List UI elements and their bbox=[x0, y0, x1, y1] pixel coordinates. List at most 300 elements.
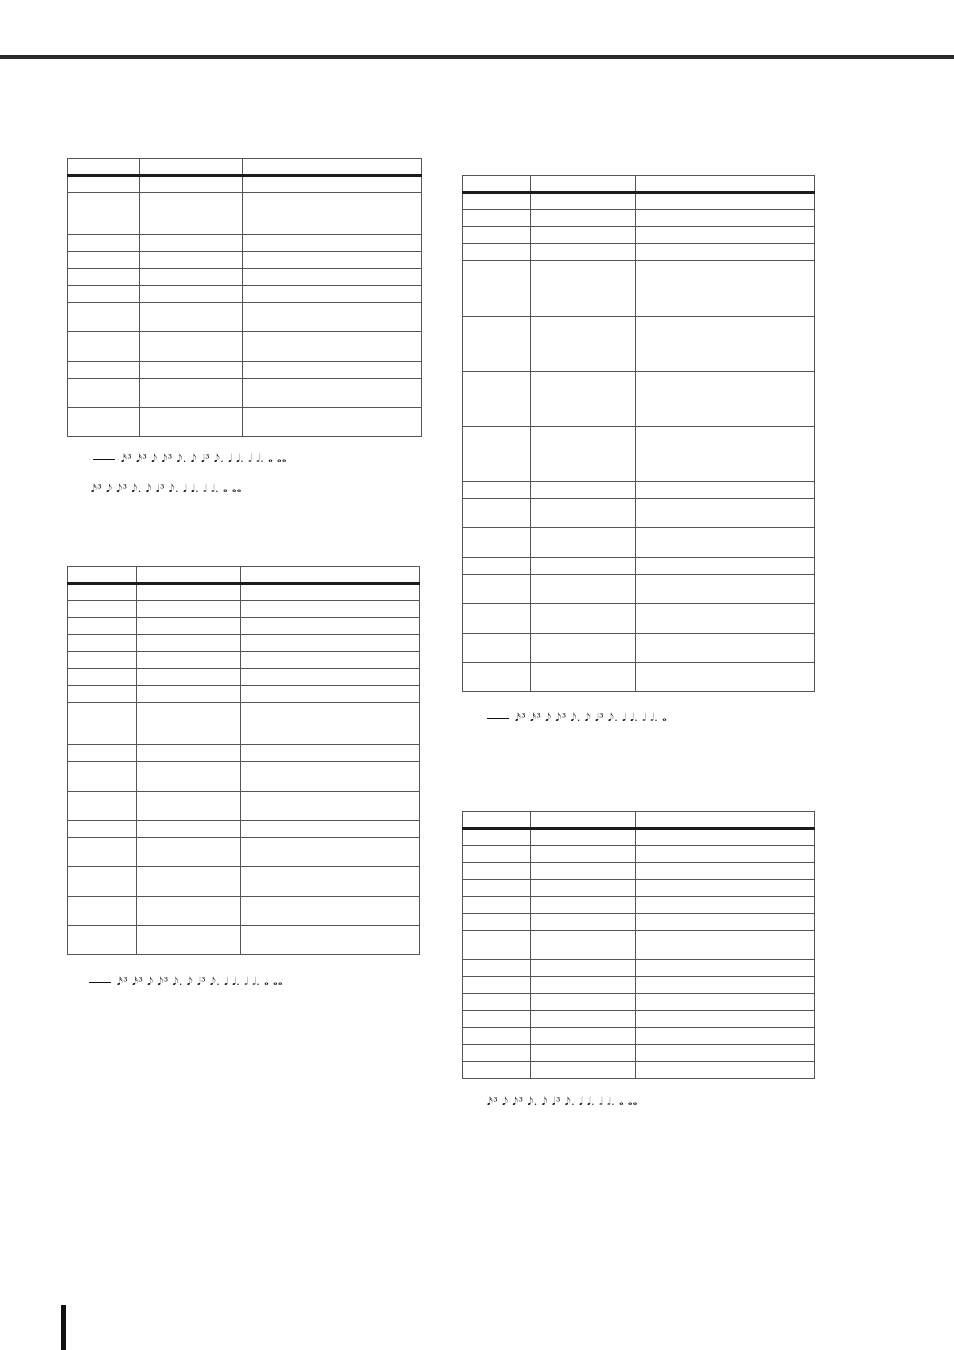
table-cell bbox=[137, 652, 241, 669]
table-cell bbox=[241, 584, 420, 601]
table-cell bbox=[636, 960, 815, 977]
table-row bbox=[463, 897, 815, 914]
table-cell bbox=[68, 584, 137, 601]
note-glyph: 𝅘𝅥 bbox=[622, 711, 627, 724]
header-cell bbox=[636, 176, 815, 193]
table-cell bbox=[140, 303, 243, 332]
table-cell bbox=[241, 745, 420, 762]
table-cell bbox=[531, 261, 636, 317]
note-glyph: 𝅗𝅥 bbox=[203, 482, 208, 495]
table-cell bbox=[636, 663, 815, 692]
table-cell bbox=[243, 332, 422, 362]
table-cell bbox=[463, 1011, 531, 1028]
table-cell bbox=[243, 362, 422, 379]
table-cell bbox=[68, 408, 140, 437]
note-glyph: 𝅘𝅥 bbox=[183, 482, 188, 495]
table-cell bbox=[636, 863, 815, 880]
table-cell bbox=[531, 663, 636, 692]
table-cell bbox=[137, 926, 241, 955]
table-row bbox=[463, 977, 815, 994]
table-cell bbox=[137, 686, 241, 703]
table-cell bbox=[68, 669, 137, 686]
table-cell bbox=[636, 977, 815, 994]
note-glyph: 𝅘𝅥𝅮³ bbox=[157, 975, 169, 988]
table-cell bbox=[241, 867, 420, 897]
table-row bbox=[463, 317, 815, 372]
table-cell bbox=[68, 652, 137, 669]
note-value-row bbox=[487, 711, 671, 725]
table-row bbox=[68, 379, 422, 408]
table-cell bbox=[463, 880, 531, 897]
table-row bbox=[463, 210, 815, 227]
table-cell bbox=[531, 575, 636, 604]
table-row bbox=[68, 635, 420, 652]
table-cell bbox=[636, 914, 815, 931]
table-row bbox=[68, 897, 420, 926]
table-cell bbox=[531, 977, 636, 994]
table-cell bbox=[463, 558, 531, 575]
table-cell bbox=[241, 601, 420, 618]
table-row bbox=[68, 193, 422, 235]
table-cell bbox=[463, 210, 531, 227]
table-cell bbox=[243, 269, 422, 286]
note-glyph: 𝅘𝅥𝅮³ bbox=[555, 711, 567, 724]
table-cell bbox=[137, 745, 241, 762]
note-glyph: 𝅘𝅥𝅯³ bbox=[117, 975, 129, 988]
table-cell bbox=[241, 669, 420, 686]
table-cell bbox=[531, 863, 636, 880]
table-row bbox=[463, 846, 815, 863]
table-cell bbox=[463, 1062, 531, 1079]
note-glyph: 𝅘𝅥𝅮. bbox=[176, 452, 187, 465]
table-cell bbox=[636, 558, 815, 575]
table-cell bbox=[531, 829, 636, 846]
note-value-row bbox=[89, 975, 287, 989]
note-glyph: 𝅘𝅥𝅯³ bbox=[530, 711, 542, 724]
table-row bbox=[463, 1028, 815, 1045]
note-glyph: 𝅗𝅥. bbox=[256, 452, 265, 465]
table-row bbox=[463, 863, 815, 880]
table-row bbox=[463, 372, 815, 427]
table-cell bbox=[531, 1011, 636, 1028]
table-cell bbox=[531, 210, 636, 227]
note-glyph: 𝅗𝅥 bbox=[248, 452, 253, 465]
table-cell bbox=[636, 227, 815, 244]
note-value-row bbox=[91, 482, 246, 496]
table-row bbox=[68, 584, 420, 601]
table-cell bbox=[463, 193, 531, 210]
table-cell bbox=[636, 528, 815, 558]
note-glyph: 𝅝𝅝 bbox=[627, 1095, 638, 1108]
table-cell bbox=[68, 867, 137, 897]
table-cell bbox=[531, 604, 636, 634]
table-cell bbox=[140, 408, 243, 437]
table-cell bbox=[463, 960, 531, 977]
note-glyph: 𝅗𝅥. bbox=[252, 975, 261, 988]
table-cell bbox=[463, 372, 531, 427]
table-cell bbox=[531, 1045, 636, 1062]
table-row bbox=[463, 1045, 815, 1062]
table-cell bbox=[531, 1062, 636, 1079]
parameter-table-2 bbox=[67, 566, 420, 955]
table-cell bbox=[243, 286, 422, 303]
note-glyph: 𝅘𝅥𝅮 bbox=[147, 975, 154, 988]
note-glyph: 𝅘𝅥𝅯³ bbox=[487, 1095, 499, 1108]
table-cell bbox=[137, 703, 241, 745]
note-glyph: 𝅘𝅥𝅯³ bbox=[121, 452, 133, 465]
table-cell bbox=[137, 821, 241, 838]
table-cell bbox=[241, 635, 420, 652]
table-cell bbox=[531, 558, 636, 575]
table-cell bbox=[463, 499, 531, 528]
table-header-row bbox=[463, 176, 815, 193]
table-cell bbox=[531, 897, 636, 914]
table-cell bbox=[140, 286, 243, 303]
note-glyph: 𝅘𝅥𝅮³ bbox=[512, 1095, 524, 1108]
note-glyph: 𝅗𝅥. bbox=[607, 1095, 616, 1108]
header-cell bbox=[636, 812, 815, 829]
table-cell bbox=[531, 499, 636, 528]
note-glyph: 𝅘𝅥𝅯³ bbox=[132, 975, 144, 988]
table-row bbox=[463, 931, 815, 960]
note-glyph: 𝅘𝅥𝅮 bbox=[190, 452, 198, 465]
table-cell bbox=[463, 575, 531, 604]
parameter-table-4 bbox=[462, 811, 815, 1079]
table-cell bbox=[243, 176, 422, 193]
table-cell bbox=[243, 408, 422, 437]
note-glyph: 𝅘𝅥. bbox=[236, 452, 245, 465]
header-cell bbox=[68, 159, 140, 176]
header-cell bbox=[137, 567, 241, 584]
table-row bbox=[463, 227, 815, 244]
header-cell bbox=[463, 176, 531, 193]
table-row bbox=[463, 960, 815, 977]
table-row bbox=[68, 745, 420, 762]
note-glyph: 𝅘𝅥𝅮. bbox=[564, 1095, 576, 1108]
table-cell bbox=[241, 897, 420, 926]
table-cell bbox=[531, 528, 636, 558]
table-cell bbox=[140, 176, 243, 193]
table-cell bbox=[636, 994, 815, 1011]
table-cell bbox=[241, 762, 420, 792]
table-cell bbox=[243, 303, 422, 332]
table-cell bbox=[531, 244, 636, 261]
table-row bbox=[463, 575, 815, 604]
note-glyph: 𝅘𝅥 bbox=[579, 1095, 584, 1108]
table-row bbox=[68, 762, 420, 792]
table-row bbox=[68, 332, 422, 362]
table-cell bbox=[463, 1045, 531, 1062]
table-cell bbox=[531, 634, 636, 663]
table-cell bbox=[531, 427, 636, 482]
table-cell bbox=[137, 792, 241, 821]
note-glyph: 𝅝 bbox=[619, 1095, 624, 1108]
table-cell bbox=[531, 931, 636, 960]
table-cell bbox=[68, 745, 137, 762]
table-cell bbox=[636, 897, 815, 914]
table-row bbox=[68, 686, 420, 703]
note-glyph: 𝅗𝅥 bbox=[599, 1095, 604, 1108]
table-cell bbox=[463, 977, 531, 994]
table-cell bbox=[241, 792, 420, 821]
header-cell bbox=[463, 812, 531, 829]
table-row bbox=[463, 914, 815, 931]
table-cell bbox=[463, 829, 531, 846]
table-cell bbox=[68, 269, 140, 286]
table-row bbox=[68, 252, 422, 269]
table-cell bbox=[531, 193, 636, 210]
note-glyph: 𝅘𝅥𝅮 bbox=[541, 1095, 548, 1108]
note-glyph: 𝅘𝅥. bbox=[630, 711, 639, 724]
table-cell bbox=[68, 601, 137, 618]
note-glyph: 𝅘𝅥³ bbox=[155, 482, 165, 495]
table-cell bbox=[636, 482, 815, 499]
table-cell bbox=[636, 244, 815, 261]
note-glyph: 𝅘𝅥. bbox=[587, 1095, 596, 1108]
note-glyph: 𝅘𝅥𝅮 bbox=[151, 452, 158, 465]
table-row bbox=[463, 499, 815, 528]
table-cell bbox=[241, 838, 420, 867]
table-cell bbox=[140, 235, 243, 252]
table-cell bbox=[241, 926, 420, 955]
note-glyph: 𝅗𝅥. bbox=[650, 711, 659, 724]
table-cell bbox=[636, 846, 815, 863]
note-value-row bbox=[487, 1095, 642, 1109]
table-cell bbox=[636, 829, 815, 846]
table-cell bbox=[137, 635, 241, 652]
header-cell bbox=[531, 812, 636, 829]
table-cell bbox=[463, 994, 531, 1011]
table-cell bbox=[636, 634, 815, 663]
note-glyph: 𝅘𝅥𝅮. bbox=[214, 452, 225, 465]
table-cell bbox=[636, 317, 815, 372]
table-row bbox=[463, 482, 815, 499]
table-cell bbox=[463, 846, 531, 863]
table-cell bbox=[68, 235, 140, 252]
header-rule bbox=[0, 55, 954, 59]
table-row bbox=[463, 1011, 815, 1028]
table-row bbox=[68, 703, 420, 745]
note-glyph: 𝅘𝅥𝅮. bbox=[527, 1095, 538, 1108]
table-cell bbox=[137, 584, 241, 601]
table-cell bbox=[137, 762, 241, 792]
table-cell bbox=[68, 618, 137, 635]
table-cell bbox=[68, 686, 137, 703]
table-cell bbox=[241, 618, 420, 635]
table-cell bbox=[636, 1062, 815, 1079]
note-glyph: 𝅘𝅥𝅮³ bbox=[116, 482, 128, 495]
header-cell bbox=[531, 176, 636, 193]
table-cell bbox=[140, 269, 243, 286]
dash-symbol bbox=[93, 459, 115, 460]
table-row bbox=[68, 669, 420, 686]
table-cell bbox=[243, 235, 422, 252]
note-glyph: 𝅗𝅥 bbox=[642, 711, 647, 724]
table-row bbox=[463, 880, 815, 897]
note-glyph: 𝅘𝅥𝅯³ bbox=[515, 711, 527, 724]
table-cell bbox=[68, 703, 137, 745]
table-cell bbox=[243, 193, 422, 235]
table-cell bbox=[531, 914, 636, 931]
table-row bbox=[68, 926, 420, 955]
table-row bbox=[68, 303, 422, 332]
table-cell bbox=[463, 1028, 531, 1045]
note-glyph: 𝅘𝅥 bbox=[228, 452, 233, 465]
table-header-row bbox=[463, 812, 815, 829]
header-cell bbox=[68, 567, 137, 584]
table-row bbox=[68, 618, 420, 635]
table-cell bbox=[531, 227, 636, 244]
table-cell bbox=[241, 703, 420, 745]
note-glyph: 𝅝 bbox=[264, 975, 270, 988]
table-cell bbox=[68, 838, 137, 867]
table-cell bbox=[68, 897, 137, 926]
table-row bbox=[68, 176, 422, 193]
page-margin-bar bbox=[61, 1305, 66, 1350]
table-cell bbox=[140, 379, 243, 408]
note-glyph: 𝅘𝅥𝅮³ bbox=[161, 452, 173, 465]
table-row bbox=[463, 634, 815, 663]
table-row bbox=[68, 792, 420, 821]
table-cell bbox=[636, 210, 815, 227]
parameter-table-3 bbox=[462, 175, 815, 692]
table-row bbox=[463, 558, 815, 575]
table-header-row bbox=[68, 159, 422, 176]
table-row bbox=[68, 821, 420, 838]
note-glyph: 𝅘𝅥𝅯³ bbox=[91, 482, 103, 495]
table-row bbox=[463, 829, 815, 846]
table-cell bbox=[137, 838, 241, 867]
table-cell bbox=[463, 604, 531, 634]
note-glyph: 𝅘𝅥𝅮 bbox=[545, 711, 552, 724]
table-cell bbox=[68, 635, 137, 652]
table-cell bbox=[137, 618, 241, 635]
table-cell bbox=[531, 960, 636, 977]
parameter-table-1 bbox=[67, 158, 422, 437]
note-glyph: 𝅘𝅥𝅮 bbox=[186, 975, 194, 988]
table-cell bbox=[531, 994, 636, 1011]
table-cell bbox=[137, 669, 241, 686]
table-header-row bbox=[68, 567, 420, 584]
header-cell bbox=[243, 159, 422, 176]
table-cell bbox=[531, 1028, 636, 1045]
table-cell bbox=[68, 303, 140, 332]
table-row bbox=[463, 994, 815, 1011]
table-cell bbox=[531, 317, 636, 372]
table-cell bbox=[636, 261, 815, 317]
table-cell bbox=[531, 846, 636, 863]
table-row bbox=[68, 601, 420, 618]
table-row bbox=[463, 663, 815, 692]
table-cell bbox=[241, 686, 420, 703]
note-glyph: 𝅘𝅥. bbox=[232, 975, 241, 988]
note-glyph: 𝅘𝅥³ bbox=[197, 975, 207, 988]
table-cell bbox=[68, 379, 140, 408]
header-cell bbox=[241, 567, 420, 584]
table-cell bbox=[241, 821, 420, 838]
table-cell bbox=[636, 427, 815, 482]
table-cell bbox=[68, 362, 140, 379]
table-cell bbox=[636, 931, 815, 960]
dash-symbol bbox=[89, 982, 111, 983]
table-cell bbox=[68, 193, 140, 235]
note-glyph: 𝅝 bbox=[268, 452, 274, 465]
note-glyph: 𝅘𝅥 bbox=[224, 975, 229, 988]
note-glyph: 𝅘𝅥³ bbox=[201, 452, 211, 465]
dash-symbol bbox=[487, 718, 509, 719]
table-cell bbox=[140, 362, 243, 379]
note-glyph: 𝅝 bbox=[662, 711, 668, 724]
table-cell bbox=[636, 880, 815, 897]
table-row bbox=[68, 652, 420, 669]
note-glyph: 𝅘𝅥𝅮. bbox=[608, 711, 619, 724]
table-cell bbox=[137, 867, 241, 897]
note-glyph: 𝅘𝅥𝅮 bbox=[106, 482, 113, 495]
table-cell bbox=[531, 372, 636, 427]
table-cell bbox=[140, 193, 243, 235]
table-cell bbox=[636, 1045, 815, 1062]
note-glyph: 𝅘𝅥𝅮. bbox=[172, 975, 183, 988]
table-row bbox=[68, 235, 422, 252]
header-cell bbox=[140, 159, 243, 176]
note-glyph: 𝅗𝅥. bbox=[211, 482, 220, 495]
table-cell bbox=[68, 176, 140, 193]
table-cell bbox=[531, 482, 636, 499]
table-row bbox=[463, 193, 815, 210]
table-cell bbox=[68, 821, 137, 838]
note-glyph: 𝅘𝅥𝅮. bbox=[168, 482, 180, 495]
table-cell bbox=[68, 332, 140, 362]
table-cell bbox=[636, 372, 815, 427]
table-cell bbox=[68, 792, 137, 821]
table-cell bbox=[463, 528, 531, 558]
note-glyph: 𝅘𝅥𝅮. bbox=[131, 482, 142, 495]
table-cell bbox=[68, 252, 140, 269]
table-cell bbox=[636, 1028, 815, 1045]
table-cell bbox=[463, 261, 531, 317]
table-cell bbox=[463, 914, 531, 931]
table-row bbox=[463, 427, 815, 482]
table-cell bbox=[463, 244, 531, 261]
table-row bbox=[463, 1062, 815, 1079]
table-cell bbox=[463, 482, 531, 499]
note-glyph: 𝅝𝅝 bbox=[231, 482, 242, 495]
note-glyph: 𝅘𝅥𝅮. bbox=[570, 711, 581, 724]
note-glyph: 𝅘𝅥𝅯³ bbox=[136, 452, 148, 465]
table-row bbox=[68, 838, 420, 867]
table-row bbox=[68, 286, 422, 303]
note-value-row bbox=[93, 452, 291, 466]
table-row bbox=[463, 528, 815, 558]
note-glyph: 𝅗𝅥 bbox=[244, 975, 249, 988]
table-cell bbox=[140, 252, 243, 269]
table-row bbox=[68, 269, 422, 286]
note-glyph: 𝅘𝅥𝅮. bbox=[210, 975, 221, 988]
table-cell bbox=[140, 332, 243, 362]
table-cell bbox=[243, 252, 422, 269]
table-cell bbox=[463, 897, 531, 914]
note-glyph: 𝅘𝅥³ bbox=[595, 711, 605, 724]
table-row bbox=[68, 362, 422, 379]
table-cell bbox=[636, 575, 815, 604]
note-glyph: 𝅘𝅥𝅮 bbox=[584, 711, 592, 724]
table-cell bbox=[636, 604, 815, 634]
table-cell bbox=[68, 762, 137, 792]
table-cell bbox=[137, 601, 241, 618]
table-cell bbox=[636, 1011, 815, 1028]
table-row bbox=[463, 244, 815, 261]
table-row bbox=[68, 408, 422, 437]
